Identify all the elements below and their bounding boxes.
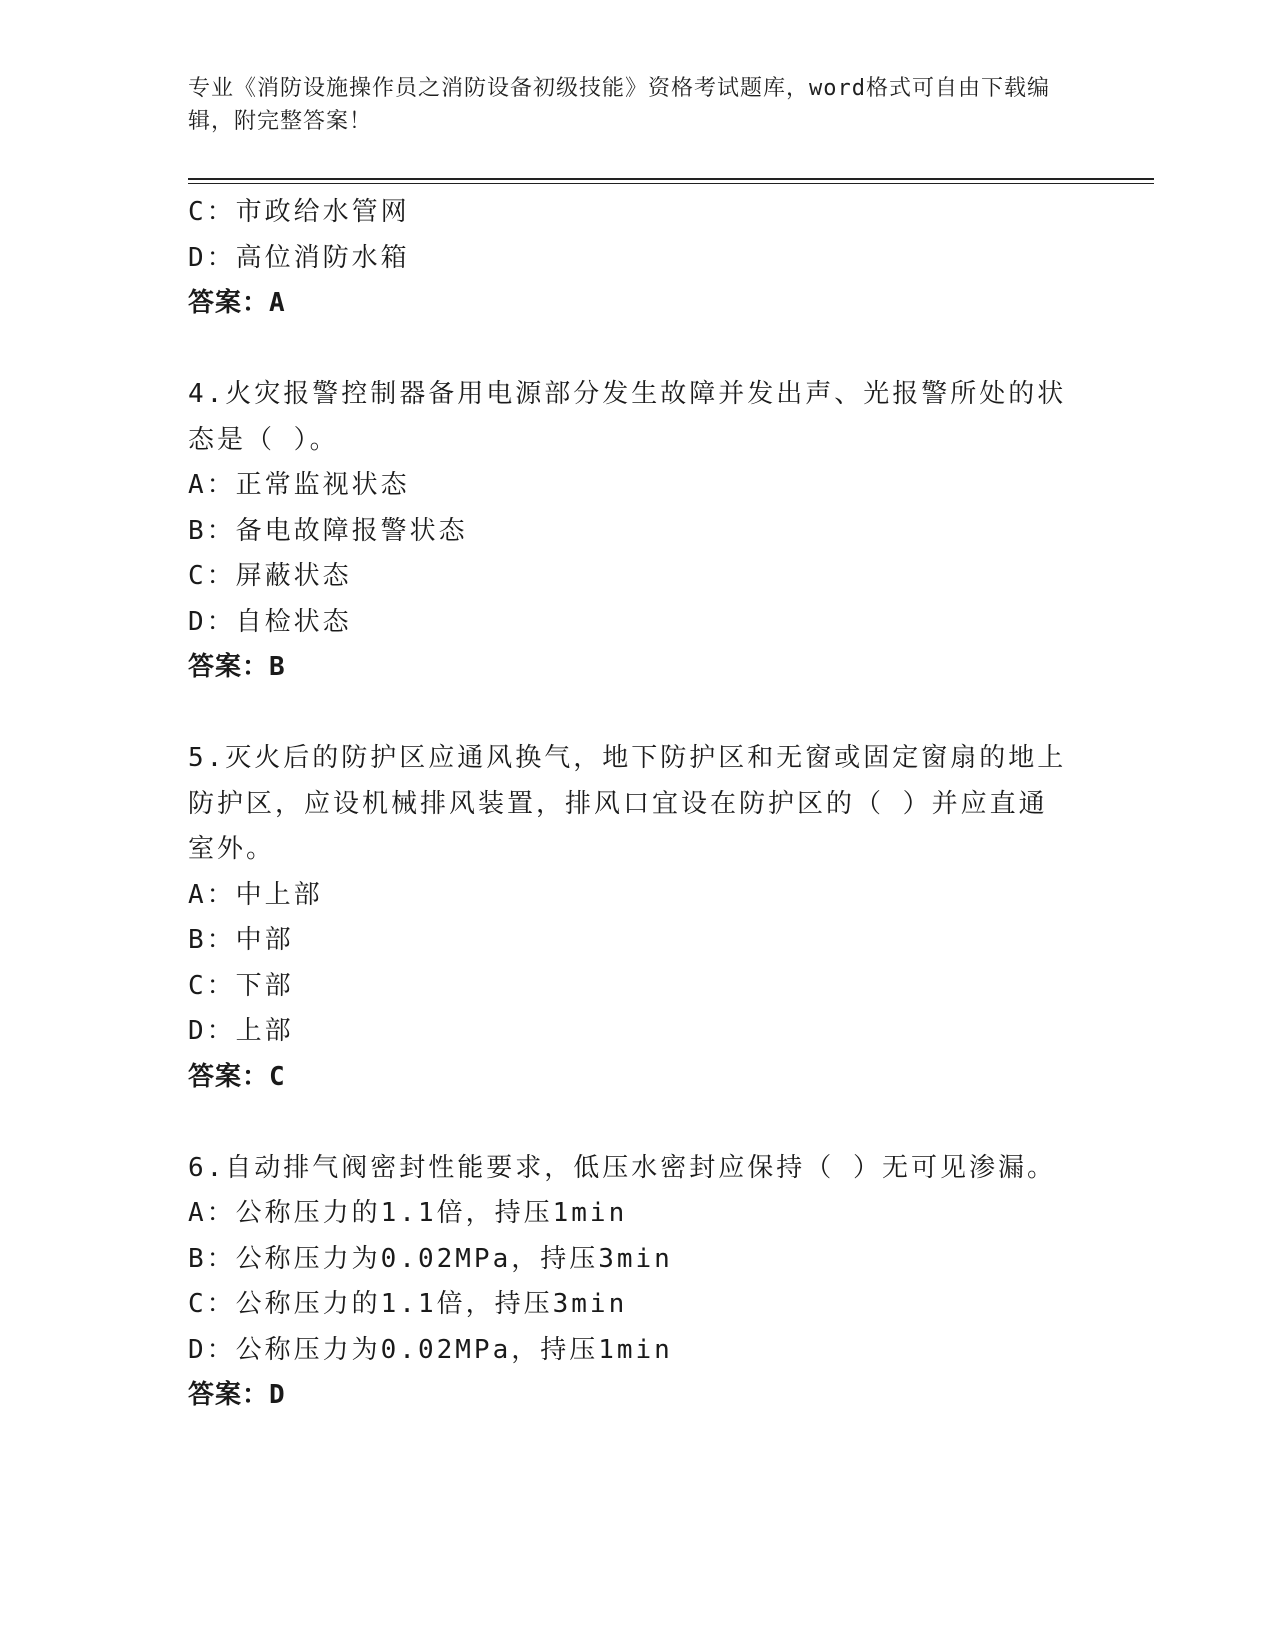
stem-line: 防护区，应设机械排风装置，排风口宜设在防护区的（ ）并应直通 xyxy=(188,788,1048,819)
option-d: D：自检状态 xyxy=(188,606,352,637)
answer-line: 答案：D xyxy=(188,1380,286,1410)
question-stem xyxy=(188,736,1088,873)
page-header: 专业《消防设施操作员之消防设备初级技能》资格考试题库，word格式可自由下载编辑，附完整答案！ xyxy=(188,76,1050,134)
option-b: B：公称压力为0.02MPa，持压3min xyxy=(188,1243,673,1274)
stem-line: 6.自动排气阀密封性能要求，低压水密封应保持（ ）无可见渗漏。 xyxy=(188,1152,1056,1183)
question-stem xyxy=(188,1146,1088,1192)
option-a: A：中上部 xyxy=(188,879,323,910)
option-d: D：高位消防水箱 xyxy=(188,242,410,273)
option-d: D：上部 xyxy=(188,1016,294,1046)
option-a: A：公称压力的1.1倍，持压1min xyxy=(188,1198,628,1228)
question-block-prev xyxy=(188,190,1088,327)
header-divider-thin xyxy=(188,183,1154,184)
option-c: C：下部 xyxy=(188,970,294,1001)
option-b: B：备电故障报警状态 xyxy=(188,515,468,546)
stem-line: 室外。 xyxy=(188,834,276,864)
option-c: C：公称压力的1.1倍，持压3min xyxy=(188,1289,628,1319)
question-list xyxy=(188,190,1088,1419)
option-a: A：正常监视状态 xyxy=(188,470,410,500)
spacer xyxy=(188,1100,1088,1146)
question-stem xyxy=(188,372,1088,463)
question-block-4 xyxy=(188,372,1088,691)
answer-line: 答案：A xyxy=(188,288,286,318)
spacer xyxy=(188,327,1088,373)
stem-line: 4.火灾报警控制器备用电源部分发生故障并发出声、光报警所处的状 xyxy=(188,379,1067,409)
option-c: C：屏蔽状态 xyxy=(188,561,352,591)
option-b: B：中部 xyxy=(188,925,294,955)
question-block-6 xyxy=(188,1146,1088,1419)
stem-line: 态是（ ）。 xyxy=(188,424,339,455)
answer-line: 答案：C xyxy=(188,1061,286,1092)
stem-line: 5.灭火后的防护区应通风换气，地下防护区和无窗或固定窗扇的地上 xyxy=(188,743,1067,773)
header-divider xyxy=(188,178,1154,180)
option-d: D：公称压力为0.02MPa，持压1min xyxy=(188,1334,673,1365)
spacer xyxy=(188,691,1088,737)
answer-line: 答案：B xyxy=(188,652,286,682)
question-block-5 xyxy=(188,736,1088,1100)
option-c: C：市政给水管网 xyxy=(188,197,410,227)
